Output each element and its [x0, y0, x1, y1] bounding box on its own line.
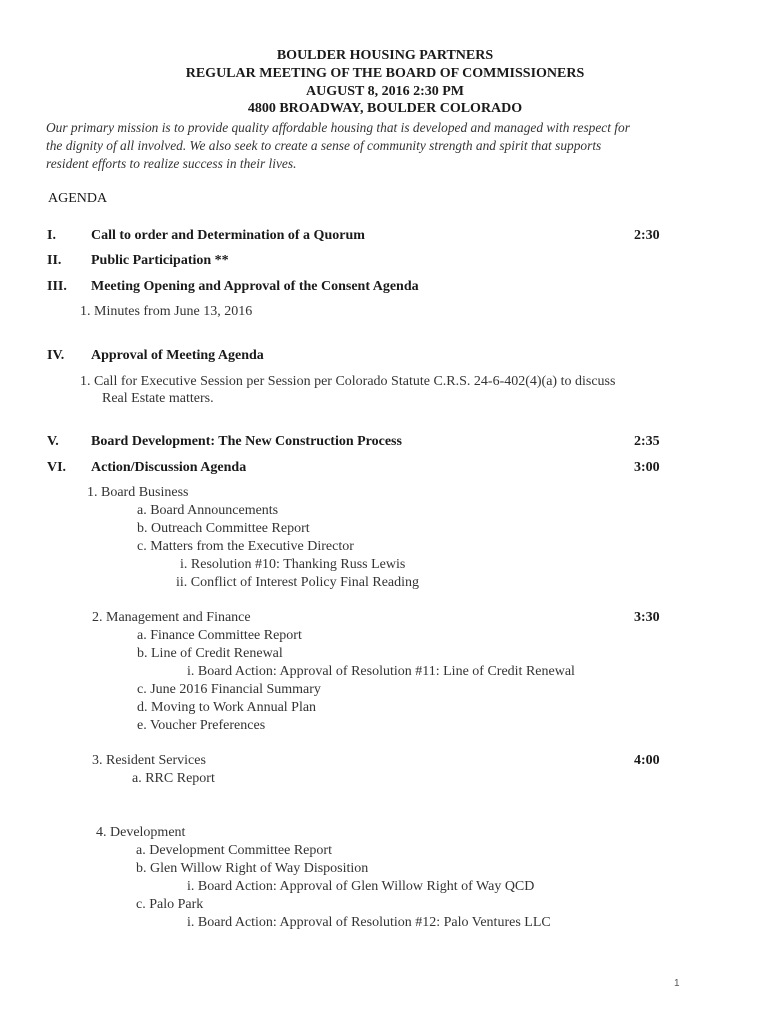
section-time-6: 3:00	[634, 460, 660, 475]
agenda-item: a. Board Announcements	[137, 503, 279, 518]
section-number-6: VI.	[47, 460, 67, 475]
section-number-5: V.	[47, 434, 59, 449]
agenda-item: a. Finance Committee Report	[137, 628, 302, 643]
agenda-subitem: i. Board Action: Approval of Resolution #12: Palo Ventures LLC	[187, 915, 551, 930]
section-number-1: I.	[47, 228, 56, 243]
mission-line-1: Our primary mission is to provide quality affordable housing that is developed and managed with respect for	[46, 120, 630, 135]
subsection-management-finance: 2. Management and Finance	[92, 610, 251, 625]
agenda-item: c. June 2016 Financial Summary	[137, 682, 321, 697]
agenda-subitem: i. Resolution #10: Thanking Russ Lewis	[180, 557, 406, 572]
meeting-title: REGULAR MEETING OF THE BOARD OF COMMISSIONERS	[185, 66, 585, 81]
section-number-4: IV.	[47, 348, 65, 363]
agenda-heading: AGENDA	[48, 191, 108, 206]
section-number-3: III.	[47, 279, 67, 294]
subsection-time-management: 3:30	[634, 610, 660, 625]
section-number-2: II.	[47, 253, 62, 268]
subsection-time-resident: 4:00	[634, 753, 660, 768]
page-number: 1	[674, 978, 680, 989]
agenda-subitem: i. Board Action: Approval of Glen Willow Right of Way QCD	[187, 879, 535, 894]
meeting-date: AUGUST 8, 2016 2:30 PM	[305, 84, 465, 99]
mission-line-3: resident efforts to realize success in their lives.	[46, 156, 297, 171]
agenda-item: a. RRC Report	[132, 771, 215, 786]
agenda-item: b. Line of Credit Renewal	[137, 646, 283, 661]
mission-line-2: the dignity of all involved. We also seek to create a sense of community strength and spirit that supports	[46, 138, 602, 153]
section-time-1: 2:30	[634, 228, 660, 243]
section-title-5: Board Development: The New Construction Process	[91, 434, 402, 449]
section-title-4: Approval of Meeting Agenda	[91, 348, 264, 363]
agenda-item: e. Voucher Preferences	[137, 718, 266, 733]
agenda-item: c. Palo Park	[136, 897, 204, 912]
section-time-5: 2:35	[634, 434, 660, 449]
section-title-6: Action/Discussion Agenda	[91, 460, 247, 475]
agenda-item: d. Moving to Work Annual Plan	[137, 700, 317, 715]
agenda-item-continued: Real Estate matters.	[102, 391, 214, 406]
agenda-item: c. Matters from the Executive Director	[137, 539, 354, 554]
agenda-subitem: i. Board Action: Approval of Resolution #11: Line of Credit Renewal	[187, 664, 575, 679]
agenda-subitem: ii. Conflict of Interest Policy Final Reading	[176, 575, 420, 590]
subsection-resident-services: 3. Resident Services	[92, 753, 206, 768]
section-title-1: Call to order and Determination of a Quorum	[91, 228, 365, 243]
agenda-item: 1. Minutes from June 13, 2016	[80, 304, 253, 319]
org-name: BOULDER HOUSING PARTNERS	[276, 48, 494, 63]
agenda-item: a. Development Committee Report	[136, 843, 332, 858]
subsection-development: 4. Development	[96, 825, 186, 840]
agenda-item: 1. Call for Executive Session per Session per Colorado Statute C.R.S. 24-6-402(4)(a) to discuss	[80, 374, 616, 389]
section-title-2: Public Participation **	[91, 253, 229, 268]
meeting-address: 4800 BROADWAY, BOULDER COLORADO	[247, 101, 523, 116]
agenda-item: b. Glen Willow Right of Way Disposition	[136, 861, 369, 876]
agenda-item: b. Outreach Committee Report	[137, 521, 310, 536]
section-title-3: Meeting Opening and Approval of the Consent Agenda	[91, 279, 419, 294]
subsection-board-business: 1. Board Business	[87, 485, 189, 500]
